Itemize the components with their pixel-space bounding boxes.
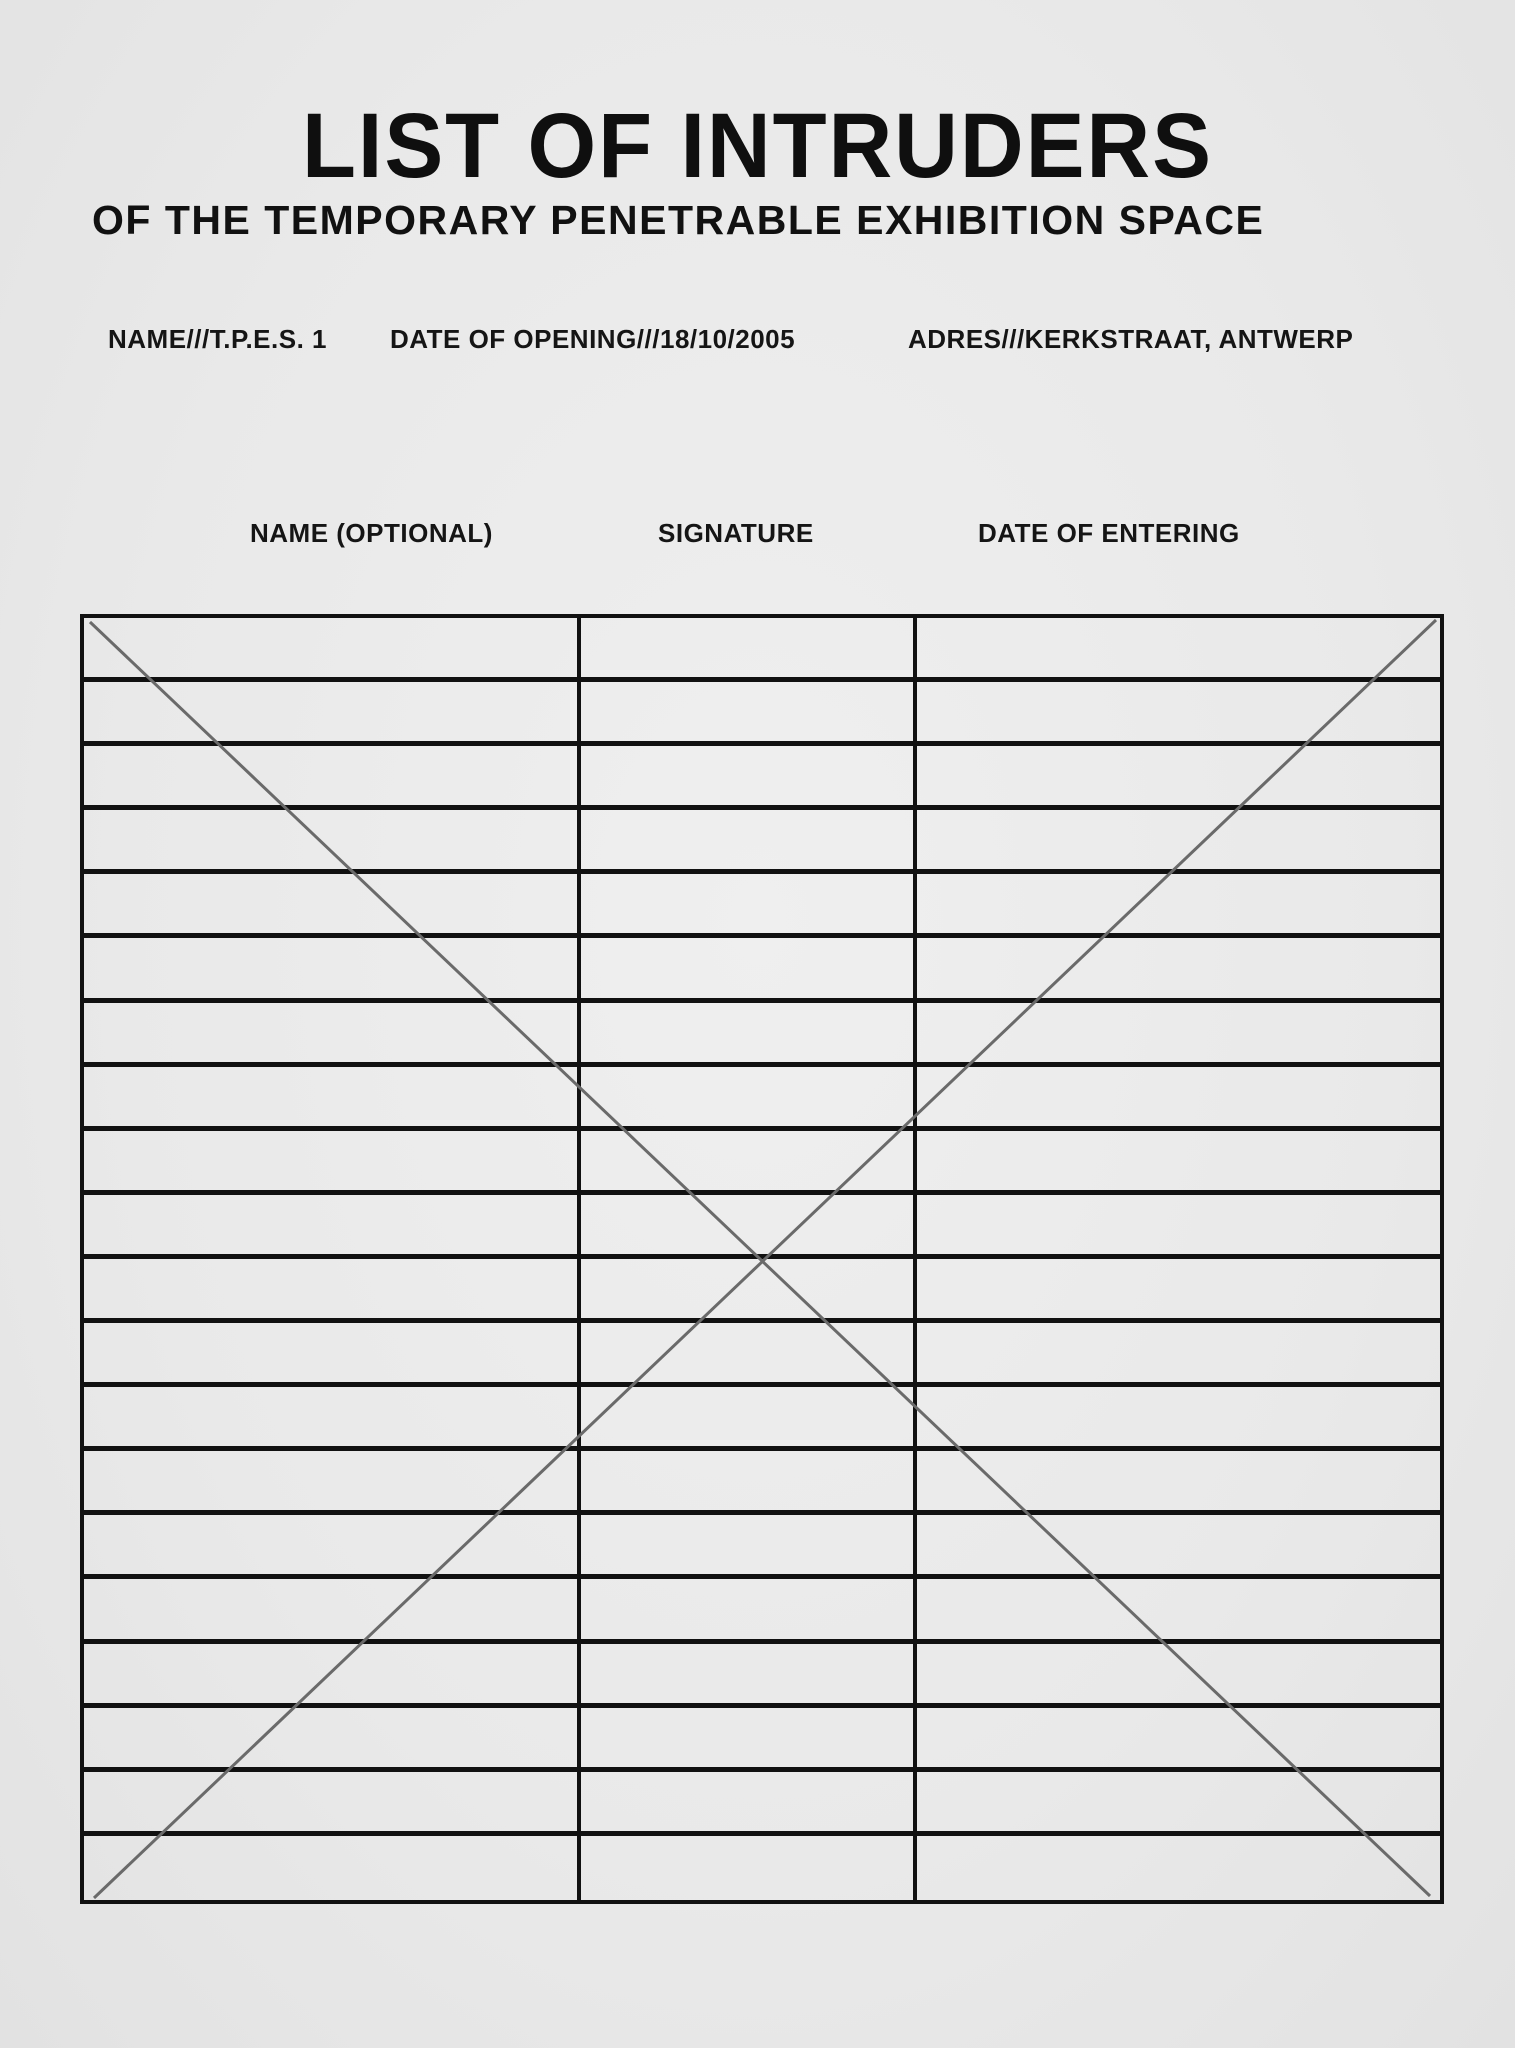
table-cell[interactable]: [84, 1836, 581, 1900]
table-cell[interactable]: [917, 1644, 1440, 1708]
column-header-name: NAME (OPTIONAL): [250, 518, 493, 548]
table-cell[interactable]: [581, 874, 917, 938]
table-cell[interactable]: [581, 1195, 917, 1259]
column-header-signature: SIGNATURE: [658, 518, 814, 548]
table-cell[interactable]: [84, 682, 581, 746]
table-cell[interactable]: [84, 1451, 581, 1515]
table-cell[interactable]: [581, 618, 917, 682]
table-cell[interactable]: [84, 1515, 581, 1579]
table-cell[interactable]: [581, 1003, 917, 1067]
table-cell[interactable]: [84, 810, 581, 874]
table-cell[interactable]: [581, 682, 917, 746]
table-cell[interactable]: [581, 746, 917, 810]
table-cell[interactable]: [917, 1387, 1440, 1451]
table-cell[interactable]: [917, 1259, 1440, 1323]
table-cell[interactable]: [84, 938, 581, 1002]
table-cell[interactable]: [84, 1131, 581, 1195]
table-cell[interactable]: [84, 874, 581, 938]
table-cell[interactable]: [84, 1259, 581, 1323]
table-cell[interactable]: [917, 1451, 1440, 1515]
intruders-table: [80, 614, 1444, 1904]
table-cell[interactable]: [581, 1836, 917, 1900]
meta-date-of-opening: DATE OF OPENING///18/10/2005: [390, 324, 796, 354]
page-subtitle: OF THE TEMPORARY PENETRABLE EXHIBITION SPACE: [92, 197, 1265, 243]
table-cell[interactable]: [84, 618, 581, 682]
table-cell[interactable]: [84, 1323, 581, 1387]
table-cell[interactable]: [581, 1451, 917, 1515]
table-cell[interactable]: [581, 1579, 917, 1643]
table-cell[interactable]: [84, 1579, 581, 1643]
table-cell[interactable]: [84, 1708, 581, 1772]
table-cell[interactable]: [917, 1067, 1440, 1131]
table-cell[interactable]: [581, 938, 917, 1002]
table-cell[interactable]: [84, 1772, 581, 1836]
table-cell[interactable]: [917, 682, 1440, 746]
table-cell[interactable]: [917, 618, 1440, 682]
table-cell[interactable]: [581, 810, 917, 874]
table-cell[interactable]: [917, 1003, 1440, 1067]
column-header-date-of-entering: DATE OF ENTERING: [978, 518, 1240, 548]
table-cell[interactable]: [84, 1067, 581, 1131]
table-cell[interactable]: [917, 810, 1440, 874]
table-cell[interactable]: [917, 1131, 1440, 1195]
table-cell[interactable]: [84, 1195, 581, 1259]
table-cell[interactable]: [917, 1515, 1440, 1579]
table-cell[interactable]: [581, 1259, 917, 1323]
table-cell[interactable]: [917, 1836, 1440, 1900]
table-cell[interactable]: [917, 1195, 1440, 1259]
table-cell[interactable]: [581, 1131, 917, 1195]
table-cell[interactable]: [581, 1708, 917, 1772]
table-cell[interactable]: [917, 1708, 1440, 1772]
table-cell[interactable]: [581, 1772, 917, 1836]
table-cell[interactable]: [581, 1515, 917, 1579]
table-cell[interactable]: [84, 1644, 581, 1708]
table-cell[interactable]: [581, 1323, 917, 1387]
table-cell[interactable]: [917, 1579, 1440, 1643]
meta-name: NAME///T.P.E.S. 1: [108, 324, 327, 354]
table-cell[interactable]: [84, 1003, 581, 1067]
table-cell[interactable]: [581, 1387, 917, 1451]
table-cell[interactable]: [84, 746, 581, 810]
table-cell[interactable]: [917, 938, 1440, 1002]
meta-address: ADRES///KERKSTRAAT, ANTWERP: [908, 324, 1354, 354]
table-grid: [80, 614, 1444, 1904]
page-title: LIST OF INTRUDERS: [302, 95, 1213, 197]
table-cell[interactable]: [84, 1387, 581, 1451]
table-cell[interactable]: [917, 746, 1440, 810]
table-cell[interactable]: [581, 1067, 917, 1131]
table-cell[interactable]: [917, 874, 1440, 938]
table-cell[interactable]: [917, 1772, 1440, 1836]
table-cell[interactable]: [581, 1644, 917, 1708]
table-cell[interactable]: [917, 1323, 1440, 1387]
